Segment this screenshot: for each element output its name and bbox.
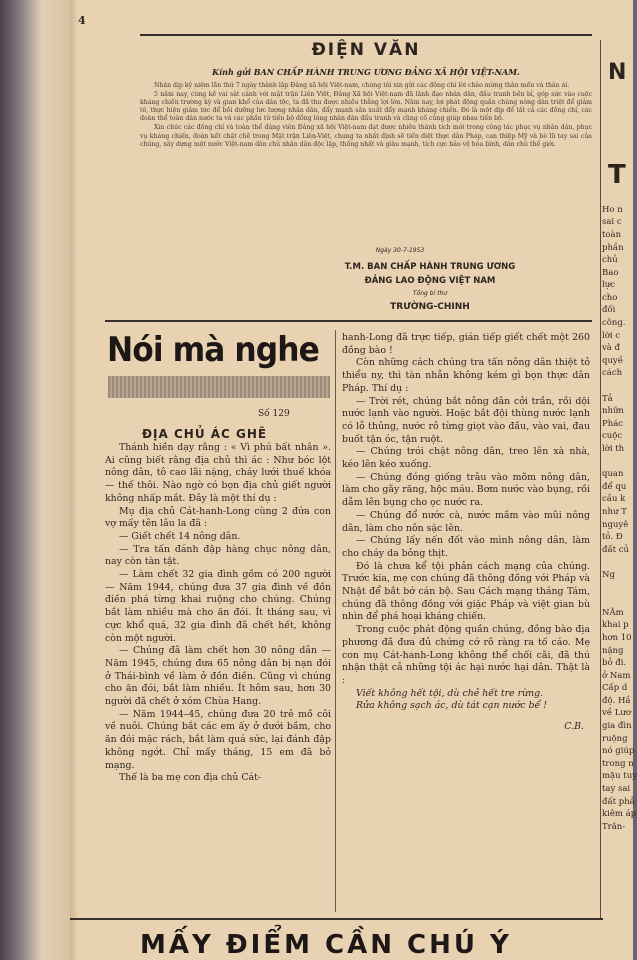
- fragment-line: nguyê: [602, 519, 629, 530]
- story-paragraph: — Làm chết 32 gia đình gồm có 200 người — Năm 1944, chúng đưa 37 gia đình về đồn điền phá từng khai ruộng cho chúng. Chúng bắt làm nhiều mà cho ăn đói. Ít tháng sau, vì cực khổ quá, 32 gia đình đã chết hết, không còn một người.: [105, 569, 331, 644]
- fragment-line: bỏ đi.: [602, 658, 627, 669]
- page-number: 4: [78, 14, 86, 27]
- telegram-salutation: Kính gửi BAN CHẤP HÀNH TRUNG ƯƠNG ĐẢNG XÃ HỘI VIỆT-NAM.: [212, 67, 520, 77]
- story-paragraph: — Chúng trói chặt nông dân, treo lên xà nhà, kéo lên kéo xuống.: [342, 446, 590, 471]
- fragment-line: Cấp d: [602, 683, 628, 694]
- fragment-line: [602, 166, 633, 179]
- fragment-line: Tả: [602, 393, 613, 404]
- fragment-line: Bao: [602, 267, 619, 278]
- column-divider-right: [600, 40, 601, 920]
- story-paragraph: hanh-Long đã trực tiếp, gián tiếp giết chết một 260 đồng bào !: [342, 332, 590, 356]
- story-paragraph: Trong cuộc phát động quần chúng, đồng bào địa phương đã đưa đủ chứng cớ rõ ràng ra tố cáo. Mẹ con mụ Cát-hanh-Long không thể chối cãi, đã thú nhận thật cả những tội ác hại nước hại dân. Thật là :: [342, 624, 590, 686]
- fragment-line: như T: [602, 506, 627, 517]
- column-divider: [335, 330, 336, 912]
- story-paragraph: — Tra tấn đánh đập hàng chục nông dân, nay còn tàn tật.: [105, 543, 331, 568]
- fragment-line: Ho n: [602, 204, 623, 215]
- fragment-line: chủ: [602, 255, 618, 266]
- fragment-line: [602, 53, 633, 66]
- fragment-line: ở Nam: [602, 670, 631, 681]
- fragment-line: [602, 153, 633, 166]
- story-column-right: [342, 332, 590, 912]
- telegram-sign-line-3: Tổng bí thư: [412, 290, 448, 297]
- fragment-line: [602, 191, 633, 204]
- telegram-paragraph: Nhân dịp kỷ niệm lần thứ 7 ngày thành lập Đảng xã hội Việt-nam, chúng tôi xin gửi các đồng chí lời chào mừng thân mến và thân ái.: [154, 82, 570, 89]
- fragment-line: và đ: [602, 343, 621, 354]
- fragment-line: khai p: [602, 620, 629, 631]
- fragment-line: đất củ: [602, 544, 630, 555]
- story-paragraph: Đó là chưa kể tội phản cách mạng của chúng. Trước kia, mẹ con chúng đã thông đồng với Pháp và Nhật để bắt bớ cán bộ. Sau Cách mạng tháng Tám, chúng đã thông đồng với giặc Pháp và việt gian bù nhìn để phá hoại kháng chiến.: [342, 560, 590, 623]
- story-paragraph: — Chúng lấy nến đốt vào mình nông dân, làm cho cháy da bỏng thịt.: [342, 535, 590, 559]
- fragment-line: [602, 40, 633, 53]
- telegram-body: [140, 82, 592, 244]
- fragment-line: cuộc: [602, 431, 623, 442]
- fragment-line: [602, 141, 633, 154]
- fragment-line: lời th: [602, 444, 625, 454]
- story-paragraph: Còn những cách chúng tra tấn nông dân thiệt tỏ thiểu ny, thì tàn nhẫn không kém gì bọn thực dân Pháp. Thí dụ :: [342, 357, 590, 394]
- fragment-line: nó giúp: [602, 746, 635, 757]
- issue-number: Số 129: [258, 409, 290, 419]
- fragment-line: quyề: [602, 355, 623, 366]
- fragment-line: [602, 380, 633, 393]
- fragment-line: gia đìn: [602, 721, 632, 732]
- story-paragraph: Thánh hiền dạy rằng : « Vì phú bất nhân ». Ai cũng biết rằng địa chủ thì ác : Như bóc lột nông dân, tô cao lãi nặng, cháy lưới thuế khóa — thế thôi. Nào ngờ có bọn địa chủ giết người không nhấp mắt. Đây là một thí dụ :: [105, 442, 331, 504]
- fragment-line: sai c: [602, 217, 622, 228]
- section-rule: [105, 320, 592, 322]
- fragment-line: [602, 90, 633, 103]
- fragment-line: đất phả: [602, 796, 635, 807]
- fragment-line: hơn 10: [602, 632, 632, 643]
- story-paragraph: Mụ địa chủ Cát-hanh-Long cùng 2 đứa con vợ mấy tên lâu la đã :: [105, 505, 331, 530]
- fragment-line: toàn: [602, 229, 622, 240]
- fragment-line: để qu: [602, 481, 627, 492]
- fragment-line: nặng: [602, 645, 624, 656]
- fragment-line: [602, 103, 633, 116]
- fragment-line: [602, 128, 633, 141]
- story-paragraph: — Chúng đã làm chết hơn 30 nông dân — Năm 1945, chúng đưa 65 nông dân bị nạn đói ở Thái-bình về làm ở đồn điền. Cũng vì chúng cho ăn đói, bắt làm nhiều. Ít hôm sau, hơn 30 người đã chết ở xóm Chùa Hang.: [105, 645, 331, 708]
- top-rule: [140, 34, 592, 36]
- story-title: ĐỊA CHỦ ÁC GHÊ: [142, 427, 268, 441]
- cut-headline-fragment: N: [608, 60, 627, 85]
- fragment-line: độ. Hầ: [602, 695, 631, 706]
- verse-line: Viết không hết tội, dù chẻ hết tre rừng.: [356, 687, 544, 699]
- fragment-line: [602, 116, 633, 129]
- fragment-line: [602, 556, 633, 569]
- fragment-line: nhữn: [602, 406, 624, 417]
- fragment-line: [602, 582, 633, 595]
- story-column-left: [105, 442, 331, 912]
- fragment-line: trong n: [602, 758, 634, 769]
- fragment-line: Trăn-: [602, 821, 626, 832]
- fragment-line: kiêm áp: [602, 809, 637, 820]
- telegram-paragraph: Xin chúc các đồng chí và toàn thể đảng viên Đảng xã hội Việt-nam đạt được nhiều thành tích mới trong công tác phục vụ nhân dân, phục vụ kháng chiến, đoàn kết chặt chẽ trong Mặt trận Liên-Việt, chung ta nhất định sẽ tiến diệt thực dân Pháp, can thiệp Mỹ và bè lũ tay sai của chúng, xây dựng một nước Việt-nam dân chủ nhân dân độc lập, thống nhất và giàu mạnh, tích cực bảo vệ hòa bình, dân chủ thế giới.: [140, 124, 592, 148]
- story-paragraph: — Giết chết 14 nông dân.: [119, 530, 241, 542]
- fragment-line: NĂm: [602, 607, 624, 618]
- bottom-rule: [70, 918, 603, 920]
- scan-background-edge: [0, 0, 70, 960]
- telegram-date: Ngày 30-7-1953: [375, 247, 425, 254]
- fragment-line: [602, 78, 633, 91]
- story-paragraph: — Năm 1944–45, chúng đưa 20 trẻ mồ côi về nuôi. Chúng bắt các em ấy ở dưới bầm, cho ăn đói mặc rách, bắt làm quá sức, lại đánh đập không ngớt. Chỉ mấy tháng, 15 em đã bỏ mạng.: [105, 708, 331, 771]
- fragment-line: đối: [602, 305, 616, 316]
- fragment-line: ruộng: [602, 733, 628, 744]
- telegram-paragraph: 5 năm nay, cùng kề vai sát cánh với mặt trận Liên Việt, Đảng Xã hội Việt-nam đã lãnh đạo nhân dân, đấu tranh bền bỉ, góp sức vào cuộc kháng chiến trường kỳ và gian khổ của dân tộc, ta đã thu được nhiều thắng lợi lớn. Năm nay, lợi phát động quần chúng nông dân triệt để giảm tô, thực hiện giảm tức để bồi dưỡng lực lượng nhân dân, đẩy mạnh sản xuất đẩy mạnh kháng chiến. Đó là một dịp để tất cả các đồng chí, các đoàn thể toàn dân nước ta và các phần tử tiến bộ đồng lòng nhân dân đấu tranh và cũng cố củng giúp nhau tiến bộ.: [140, 91, 592, 123]
- fragment-line: lời c: [602, 330, 621, 341]
- story-paragraph: — Chúng đổ nước cà, nước mắm vào mũi nông dân, làm cho nôn sặc lên.: [342, 509, 590, 534]
- fragment-line: tay sai: [602, 784, 631, 795]
- cut-column-fragments: [602, 40, 637, 940]
- fragment-line: tỏ. Đ: [602, 532, 623, 543]
- verse-line: Rửa không sạch ác, dù tát cạn nước bể !: [356, 700, 547, 712]
- telegram-sign-line-2: ĐẢNG LAO ĐỘNG VIỆT NAM: [364, 276, 496, 286]
- fragment-line: [602, 179, 633, 192]
- fragment-line: [602, 456, 633, 469]
- fragment-line: phần: [602, 242, 624, 253]
- fragment-line: [602, 594, 633, 607]
- telegram-sign-line-1: T.M. BAN CHẤP HÀNH TRUNG ƯƠNG: [344, 262, 516, 272]
- story-paragraph: — Chúng đóng giống trâu vào mõm nông dân, làm cho gãy răng, hộc máu. Bơm nước vào bụng, rồi dẫm lên bụng cho ọc nước ra.: [342, 471, 590, 509]
- bottom-headline: MẤY ĐIỂM CẦN CHÚ Ý: [140, 930, 512, 960]
- cut-headline-fragment: T: [608, 160, 626, 190]
- story-signature: C.B.: [564, 721, 584, 733]
- fragment-line: [602, 65, 633, 78]
- fragment-line: Ng: [602, 569, 615, 580]
- fragment-line: mậu tuy: [602, 771, 637, 782]
- story-paragraph: — Trời rét, chúng bắt nông dân cởi trần, rồi dội nước lạnh vào người. Hoặc bắt đội thùng nước lạnh có lỗ thủng, nước rỏ từng giọt vào đầu, vào vai, đau buốt tận óc, tận ruột.: [342, 395, 590, 445]
- fragment-line: quan: [602, 469, 624, 480]
- column-masthead: Nói mà nghe: [107, 330, 319, 370]
- fragment-line: lực: [602, 280, 615, 291]
- fragment-line: cho: [602, 292, 618, 303]
- masthead-shading: [108, 376, 330, 398]
- story-paragraph: Thế là ba mẹ con địa chủ Cát-: [119, 772, 262, 784]
- fragment-line: Phác: [602, 418, 624, 429]
- telegram-title: ĐIỆN VĂN: [311, 40, 421, 60]
- telegram-signatory: TRƯỜNG-CHINH: [390, 302, 470, 312]
- fragment-line: cách: [602, 368, 623, 379]
- fragment-line: công.: [602, 318, 626, 329]
- fragment-line: về Lươ: [602, 708, 631, 719]
- fragment-line: cầu k: [602, 494, 626, 505]
